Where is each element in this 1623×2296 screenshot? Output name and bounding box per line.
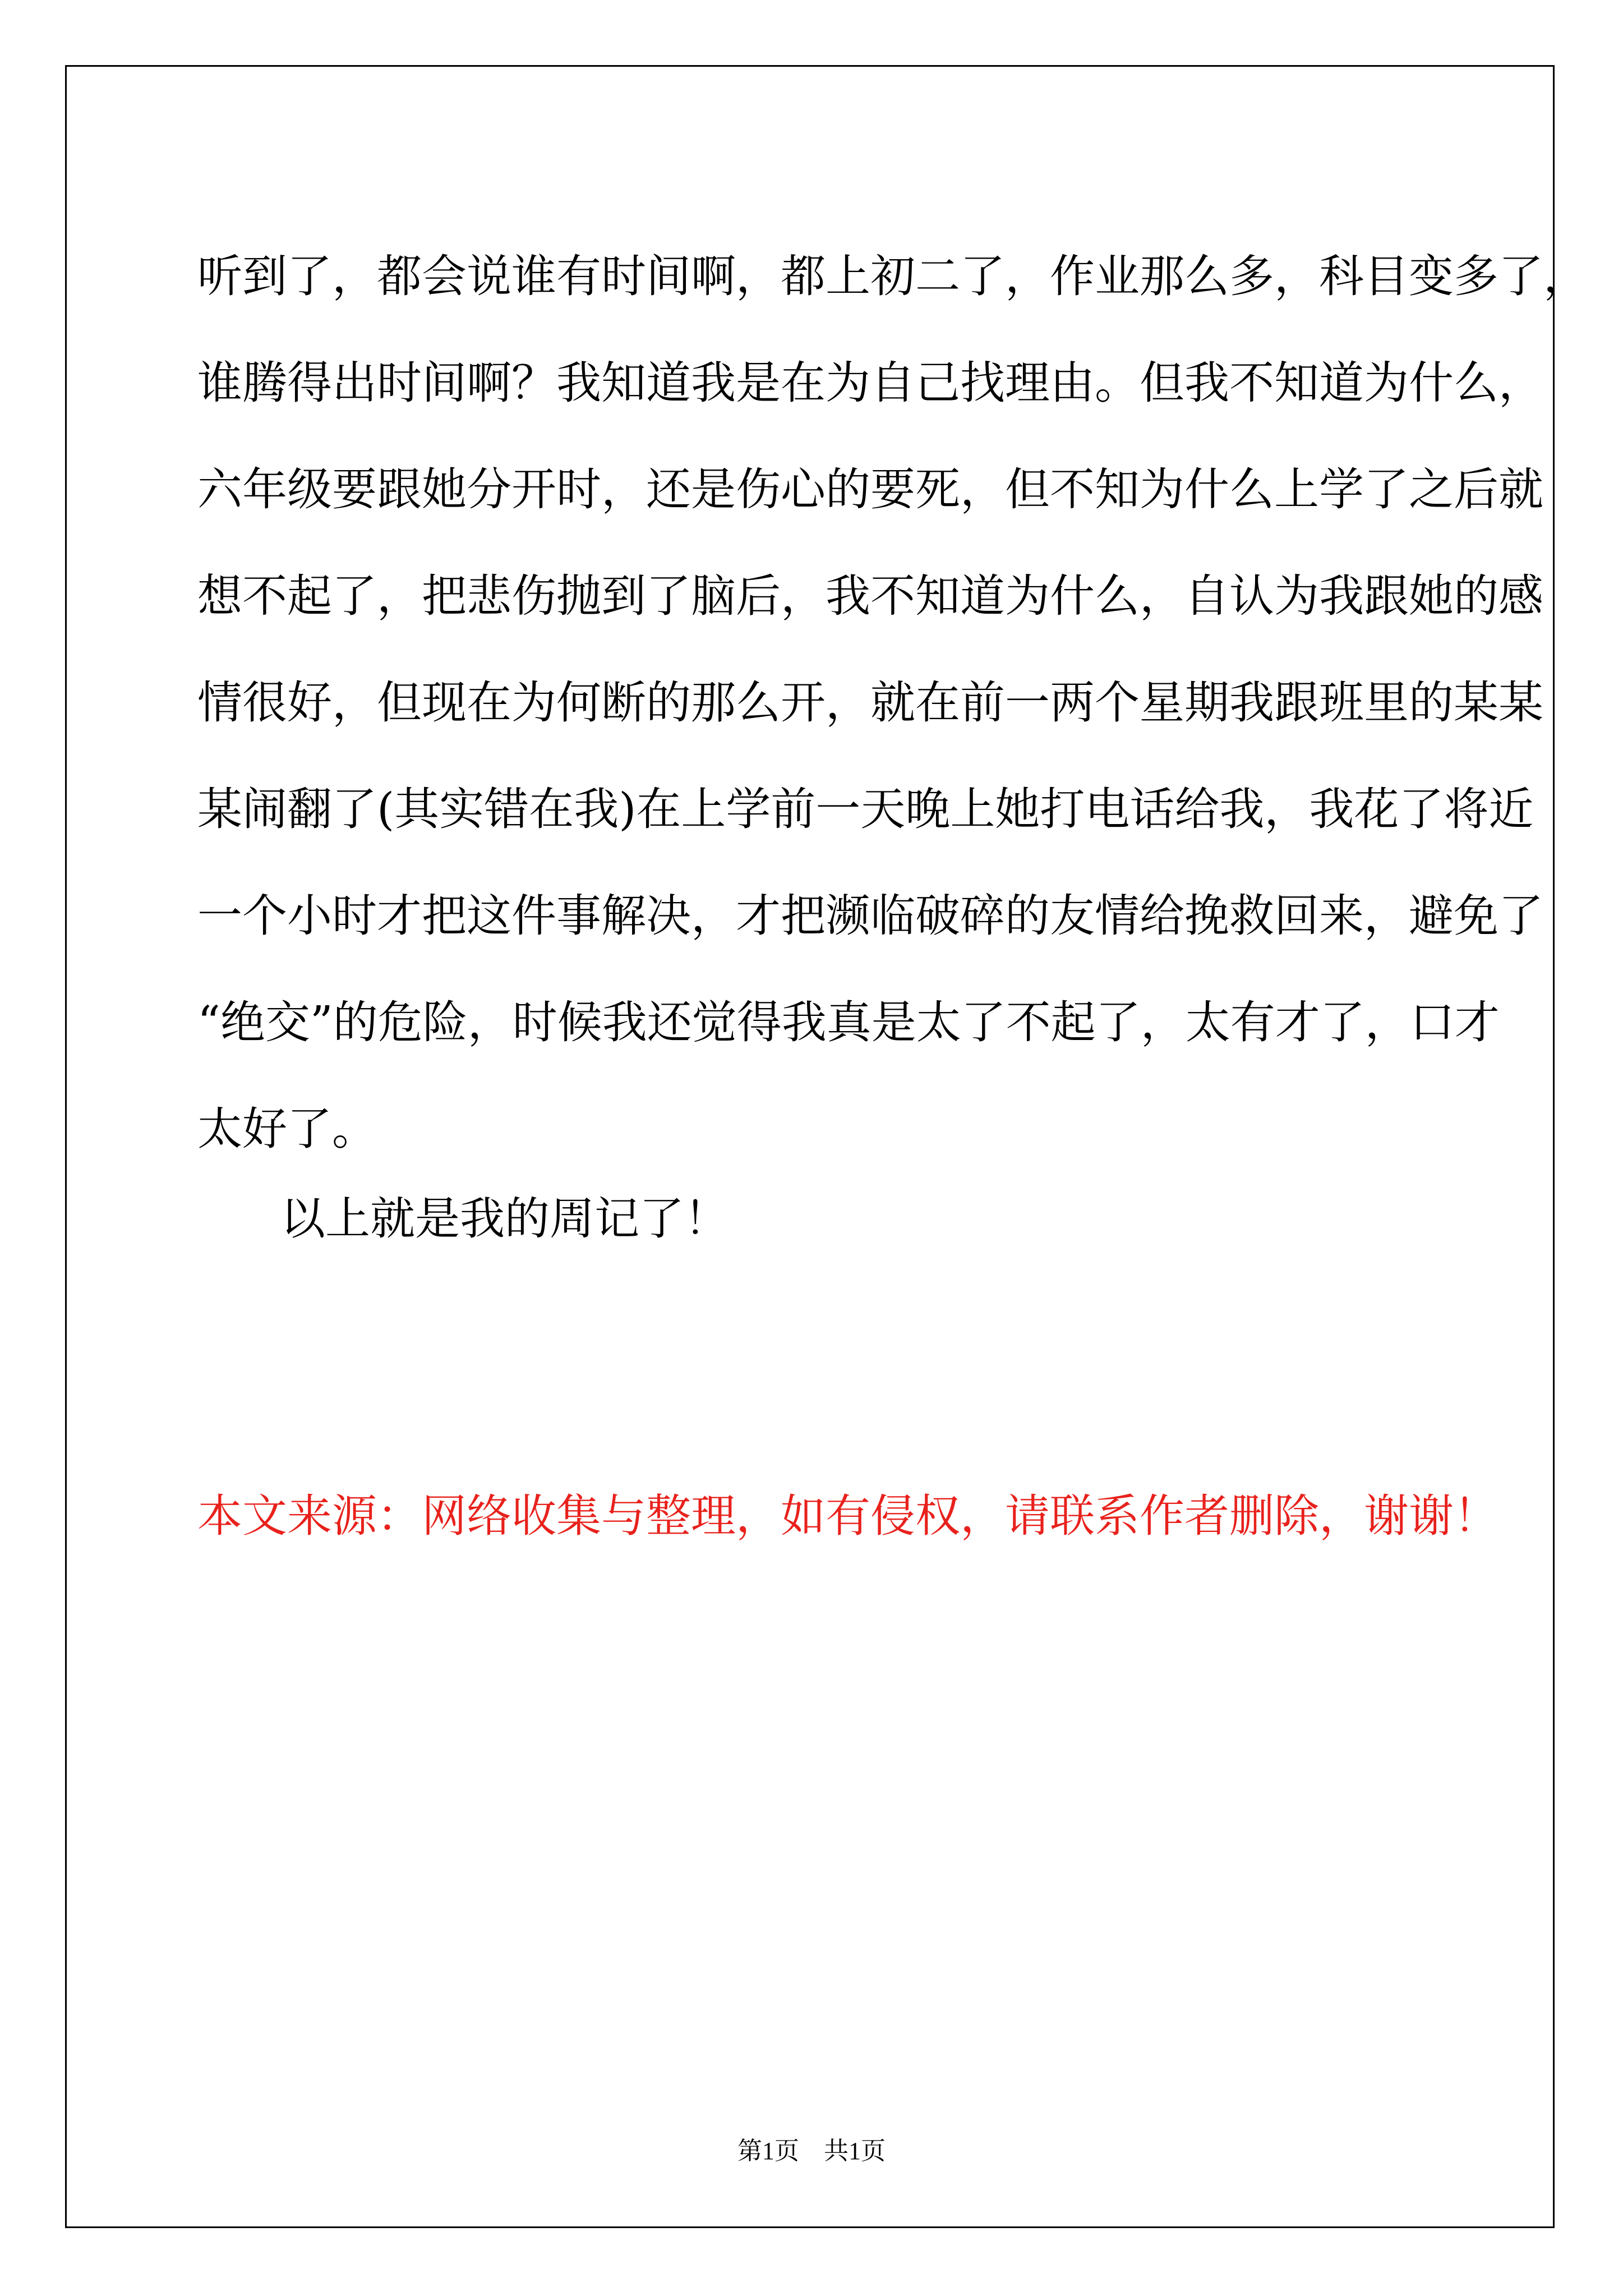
paragraph-line: 六年级要跟她分开时，还是伤心的要死，但不知为什么上学了之后就 — [197, 463, 1543, 516]
paragraph-line: 听到了，都会说谁有时间啊，都上初二了，作业那么多，科目变多了， — [197, 250, 1588, 302]
paragraph-line: 情很好，但现在为何断的那么开，就在前一两个星期我跟班里的某某 — [197, 677, 1543, 729]
source-note: 本文来源：网络收集与整理，如有侵权，请联系作者删除，谢谢！ — [197, 1490, 1498, 1542]
paragraph-line: 太好了。 — [197, 1103, 377, 1155]
page-total: 共1页 — [824, 2137, 886, 2165]
paragraph-line: 一个小时才把这件事解决，才把濒临破碎的友情给挽救回来，避免了 — [197, 890, 1543, 942]
paragraph-line: 谁腾得出时间啊？我知道我是在为自己找理由。但我不知道为什么， — [197, 357, 1543, 409]
body-paragraph — [197, 223, 1588, 1182]
closing-paragraph: 以上就是我的周记了！ — [280, 1193, 729, 1245]
paragraph-line: 某闹翻了(其实错在我)在上学前一天晚上她打电话给我，我花了将近 — [197, 783, 1534, 835]
page-number: 第1页 — [737, 2137, 799, 2165]
paragraph-line: “绝交”的危险，时候我还觉得我真是太了不起了，太有才了，口才 — [197, 996, 1500, 1048]
paragraph-line: 想不起了，把悲伤抛到了脑后，我不知道为什么，自认为我跟她的感 — [197, 570, 1543, 622]
page-footer — [0, 2134, 1623, 2168]
